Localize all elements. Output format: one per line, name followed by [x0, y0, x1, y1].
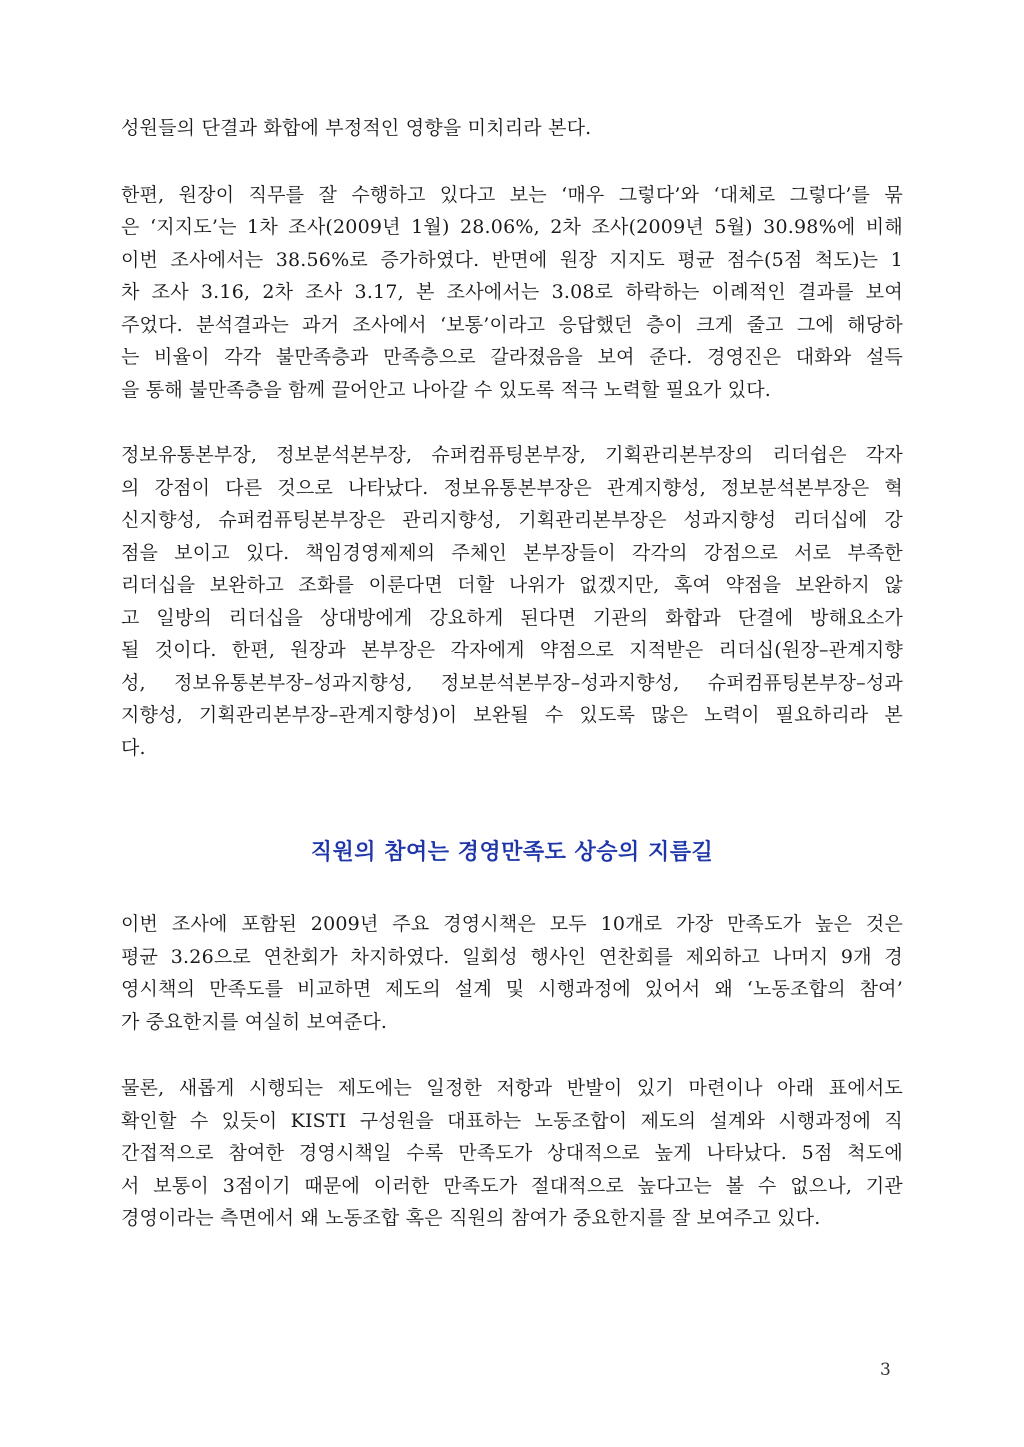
text-line: 평균 3.26으로 연찬회가 차지하였다. 일회성 행사인 연찬회를 제외하고 나머지 9개 경 — [121, 945, 903, 968]
paragraph-5 — [121, 1072, 903, 1235]
text-line: 리더십을 보완하고 조화를 이룬다면 더할 나위가 없겠지만, 혹여 약점을 보완하지 않 — [121, 574, 903, 596]
paragraph-2 — [121, 179, 903, 407]
paragraph-3 — [121, 439, 903, 764]
text-line: 될 것이다. 한편, 원장과 본부장은 각자에게 약점으로 지적받은 리더십(원장–관계지향 — [121, 639, 903, 661]
text-line: 고 일방의 리더십을 상대방에게 강요하게 된다면 기관의 화합과 단결에 방해요소가 — [121, 606, 903, 629]
paragraph-1 — [121, 112, 903, 145]
text-line: 점을 보이고 있다. 책임경영제제의 주체인 본부장들이 각각의 강점으로 서로 부족한 — [121, 541, 903, 564]
text-line: 영시책의 만족도를 비교하면 제도의 설계 및 시행과정에 있어서 왜 ‘노동조합의 참여’ — [121, 978, 903, 1000]
text-line: 다. — [121, 736, 146, 759]
page-number: 3 — [880, 1360, 891, 1380]
text-line: 물론, 새롭게 시행되는 제도에는 일정한 저항과 반발이 있기 마련이나 아래 표에서도 — [121, 1077, 903, 1099]
text-line: 확인할 수 있듯이 KISTI 구성원을 대표하는 노동조합이 제도의 설계와 시행과정에 직 — [121, 1109, 903, 1132]
text-line: 는 비율이 각각 불만족층과 만족층으로 갈라졌음을 보여 준다. 경영진은 대화와 설득 — [121, 346, 903, 368]
text-line: 정보유통본부장, 정보분석본부장, 슈퍼컴퓨팅본부장, 기획관리본부장의 리더쉽은 각자 — [121, 444, 903, 466]
text-line: 의 강점이 다른 것으로 나타났다. 정보유통본부장은 관계지향성, 정보분석본부장은 혁 — [121, 476, 903, 499]
document-page — [121, 112, 903, 1235]
text-line: 이번 조사에 포함된 2009년 주요 경영시책은 모두 10개로 가장 만족도가 높은 것은 — [121, 913, 903, 935]
text-line: 은 ‘지지도’는 1차 조사(2009년 1월) 28.06%, 2차 조사(2009년 5월) 30.98%에 비해 — [121, 216, 903, 238]
text-line: 지향성, 기획관리본부장–관계지향성)이 보완될 수 있도록 많은 노력이 필요하리라 본 — [121, 704, 903, 726]
text-line: 간접적으로 참여한 경영시책일 수록 만족도가 상대적으로 높게 나타났다. 5점 척도에 — [121, 1142, 903, 1164]
text-line: 성, 정보유통본부장–성과지향성, 정보분석본부장–성과지향성, 슈퍼컴퓨팅본부장–성과 — [121, 671, 903, 694]
text-line: 차 조사 3.16, 2차 조사 3.17, 본 조사에서는 3.08로 하락하는 이례적인 결과를 보여 — [121, 281, 903, 303]
text-line: 신지향성, 슈퍼컴퓨팅본부장은 관리지향성, 기획관리본부장은 성과지향성 리더십에 강 — [121, 509, 903, 531]
text-line: 이번 조사에서는 38.56%로 증가하였다. 반면에 원장 지지도 평균 점수(5점 척도)는 1 — [121, 248, 903, 271]
text-line: 서 보통이 3점이기 때문에 이러한 만족도가 절대적으로 높다고는 볼 수 없으나, 기관 — [121, 1174, 903, 1197]
paragraph-4 — [121, 908, 903, 1038]
text-line: 을 통해 불만족층을 함께 끌어안고 나아갈 수 있도록 적극 노력할 필요가 있다. — [121, 378, 772, 401]
text-line: 성원들의 단결과 화합에 부정적인 영향을 미치리라 본다. — [121, 117, 592, 139]
section-heading: 직원의 참여는 경영만족도 상승의 지름길 — [310, 839, 714, 865]
text-line: 주었다. 분석결과는 과거 조사에서 ‘보통’이라고 응답했던 층이 크게 줄고 그에 해당하 — [121, 313, 903, 336]
text-line: 가 중요한지를 여실히 보여준다. — [121, 1010, 388, 1033]
text-line: 경영이라는 측면에서 왜 노동조합 혹은 직원의 참여가 중요한지를 잘 보여주고 있다. — [121, 1207, 821, 1229]
text-line: 한편, 원장이 직무를 잘 수행하고 있다고 보는 ‘매우 그렇다’와 ‘대체로 그렇다’를 묶 — [121, 183, 903, 206]
